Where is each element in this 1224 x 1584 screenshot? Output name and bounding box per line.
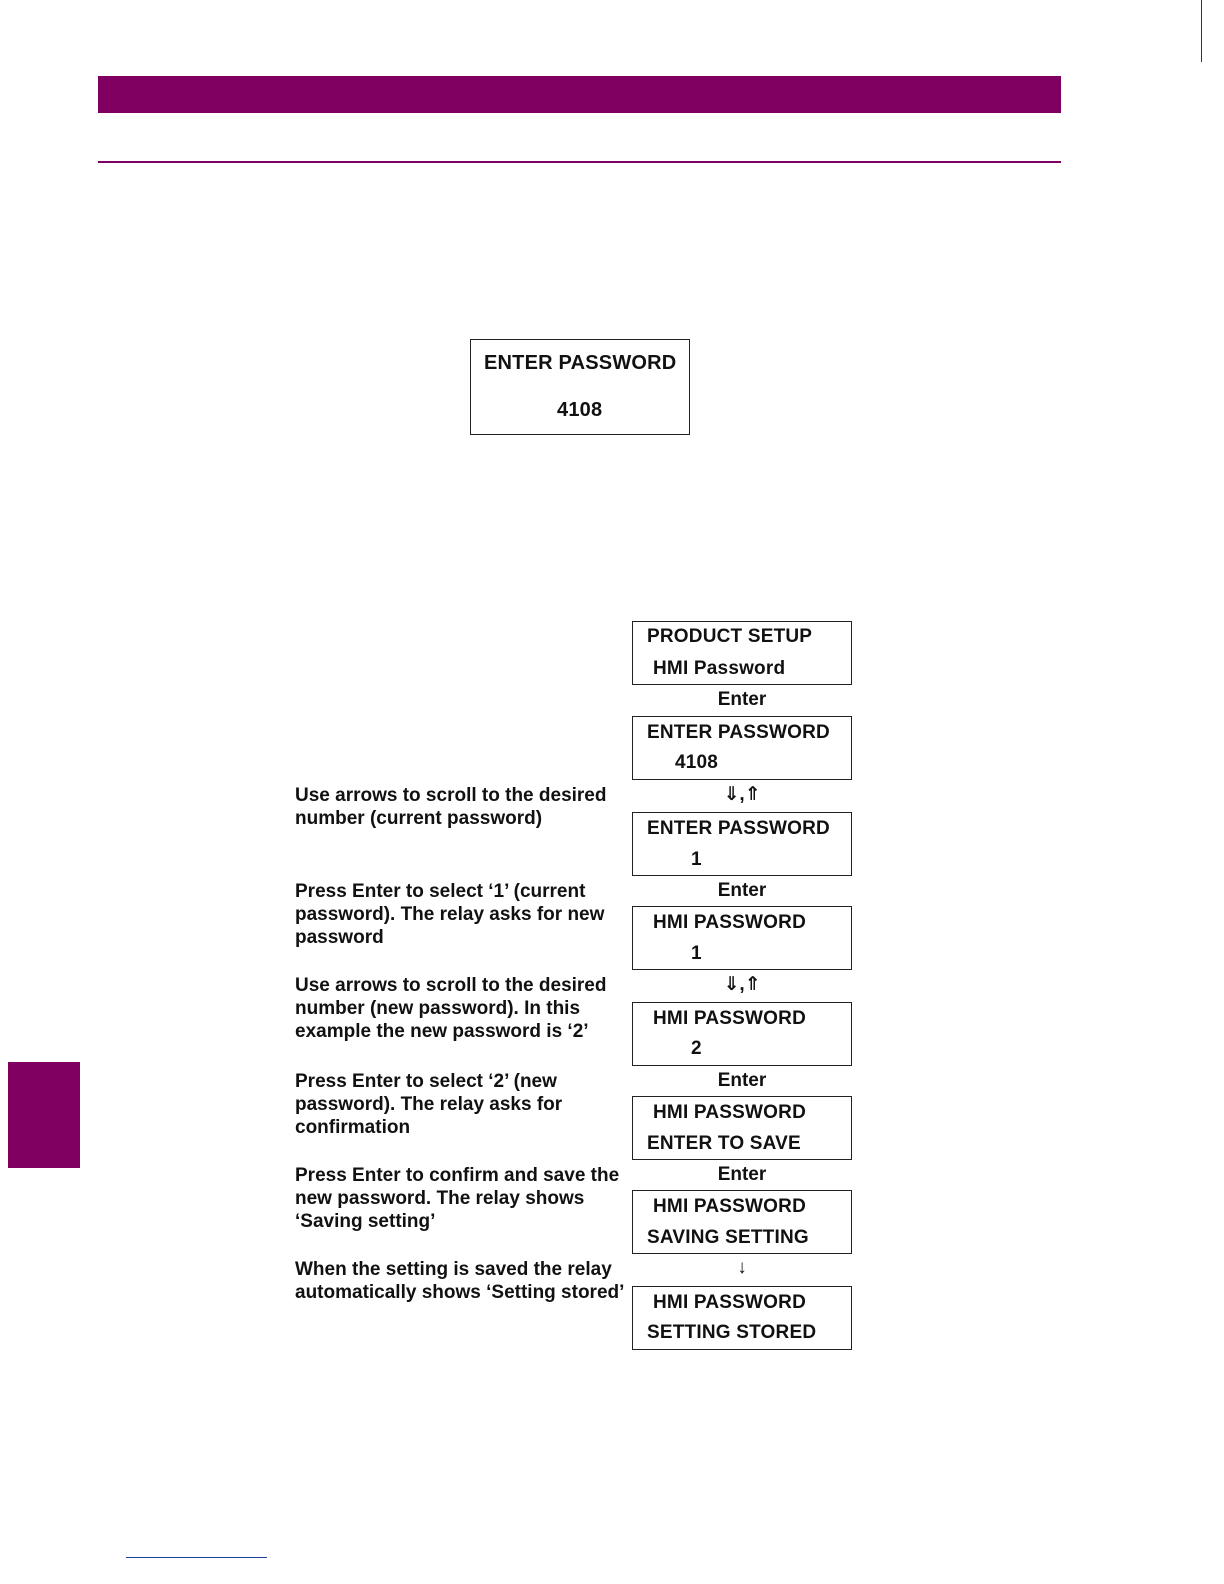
chapter-side-tab [8,1062,80,1168]
screen-line-1: HMI PASSWORD [653,1292,806,1313]
screen-line-2: HMI Password [653,658,786,679]
flow-screen-saving-setting [632,1190,852,1254]
step-description: Use arrows to scroll to the desired number (new password). In this example the new password is ‘2’ [295,975,607,1042]
flow-screen-setting-stored [632,1286,852,1350]
screen-line-1: ENTER PASSWORD [647,722,830,743]
connector-down-arrow: ↓ [737,1257,747,1278]
page-edge-line [1201,0,1202,62]
screen-line-2: SETTING STORED [647,1322,817,1343]
flow-screen-enter-password [632,716,852,780]
screen-line-2: 4108 [675,752,719,773]
footer-rule [126,1557,267,1558]
display-line-1: ENTER PASSWORD [484,352,677,374]
screen-line-2: 2 [691,1038,702,1059]
header-bar [98,76,1061,113]
connector-enter: Enter [717,689,767,710]
screen-line-1: HMI PASSWORD [653,1008,806,1029]
screen-line-2: SAVING SETTING [647,1227,809,1248]
connector-arrows: ⇓,⇑ [723,784,761,805]
flow-screen-hmi-password-2 [632,1002,852,1066]
screen-line-1: ENTER PASSWORD [647,818,830,839]
header-rule [98,161,1061,163]
screen-line-1: PRODUCT SETUP [647,626,813,647]
connector-enter: Enter [717,880,767,901]
screen-line-1: HMI PASSWORD [653,1102,806,1123]
connector-enter: Enter [717,1164,767,1185]
screen-line-1: HMI PASSWORD [653,912,806,933]
flow-screen-enter-to-save [632,1096,852,1160]
step-description: Press Enter to select ‘2’ (new password). The relay asks for confirmation [295,1071,563,1138]
step-description: Press Enter to select ‘1’ (current password). The relay asks for new password [295,881,605,948]
flow-screen-product-setup [632,621,852,685]
password-display [470,339,690,435]
flow-screen-enter-password-1 [632,812,852,876]
flow-screen-hmi-password-1 [632,906,852,970]
screen-line-2: ENTER TO SAVE [647,1133,801,1154]
step-description: Use arrows to scroll to the desired number (current password) [295,785,607,829]
connector-enter: Enter [717,1070,767,1091]
connector-arrows: ⇓,⇑ [723,974,761,995]
screen-line-2: 1 [691,849,702,870]
display-line-2: 4108 [557,399,603,421]
screen-line-2: 1 [691,943,702,964]
step-description: When the setting is saved the relay automatically shows ‘Setting stored’ [295,1259,625,1303]
screen-line-1: HMI PASSWORD [653,1196,806,1217]
step-description: Press Enter to confirm and save the new password. The relay shows ‘Saving setting’ [295,1165,620,1232]
